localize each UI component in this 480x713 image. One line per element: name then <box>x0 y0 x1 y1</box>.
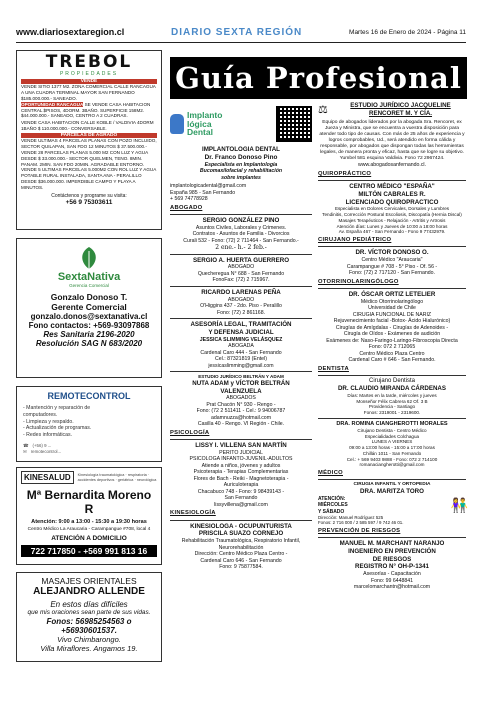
header-rule <box>16 42 466 43</box>
sextanativa-ad <box>16 238 162 378</box>
medico-days1: ATENCIÓN: <box>318 496 346 503</box>
psicologia-l4: Psicoterapia - Terapias Complementarias <box>193 469 289 476</box>
abogado-5-l1: ABOGADOS <box>226 395 256 402</box>
quiropractico-l3: Masajes Terapéuticos - Relajación - Artritis y Artrosis <box>338 217 446 223</box>
abogado-5-name2: VALENZUELA <box>220 387 262 395</box>
dentista-name2: DRA. ROMINA CIANGHEROTTI MORALES <box>336 420 448 427</box>
kinesalud-logo: KINESALUD <box>21 471 74 484</box>
masajes-title: MASAJES ORIENTALES <box>41 576 137 586</box>
remotecontrol-item: - Redes informáticas. <box>23 432 73 438</box>
medico-days <box>318 496 348 515</box>
masajes-line2: que mis oraciones sean parte de sus vidas. <box>27 609 151 616</box>
abogado-3-l3: Fono: (72) 2 861168. <box>216 309 266 316</box>
implantologia-doctor: Dr. Franco Donoso Pino <box>204 153 278 161</box>
section-quiropractico: QUIROPRÁCTICO <box>318 170 372 177</box>
kinesalud-header <box>21 471 157 484</box>
psicologia-l2: PSICOLOGA INFANTO-JUVENIL-ADULTOS <box>189 456 293 463</box>
otorrino-l3: CIRUGIA FUNCIONAL DE NARIZ <box>352 311 432 318</box>
sextanativa-logo: SextaNativa <box>57 271 121 283</box>
divider <box>170 371 312 372</box>
dentista-title: Cirujano Dentista <box>368 377 416 384</box>
otorrino-l10: Cardenal Caro # 646 - San Fernando. <box>348 357 436 363</box>
abogado-1-l2: Contratos - Asuntos de Familia - Divorcios <box>192 231 290 238</box>
abogado-1-l4: 2 ene.- h.- 2 feb.- <box>215 244 267 252</box>
jacqueline-title1: ESTUDIO JURÍDICO JACQUELINE <box>350 102 451 109</box>
trebol-text-4: VENDE ULTIMAS 4 PARCELAS PLANAS CON POZO INCLUIDO, SECTOR QUILAPAN, SAN FDO 12 MINUTOS $ 37.500.000.- <box>21 138 157 149</box>
quiropractico-l2: Tendinitis, Corrección Postural Escoliosis, Discopatía (Hernia Discal) <box>322 212 462 218</box>
otorrino-l9: Centro Médico Plaza Centro <box>359 350 425 357</box>
kinesalud-note: ATENCIÓN A DOMICILIO <box>51 535 127 542</box>
implantologia-header <box>170 102 312 146</box>
trebol-text-1: VENDE SITIO 1377 M2. ZONA COMERCIAL CALLE RANCAGUA A UNA CUADRA TERMINAL MAYOR SAN FERNANDO $185.000.000.- SANEADO. <box>21 84 156 101</box>
psicologia-l8: San Fernando <box>224 495 258 502</box>
trebol-logo: TREBOL <box>45 52 133 72</box>
pediatrico-l3: Fono: (72) 2 717120 - San Fernando. <box>349 270 435 277</box>
trebol-ad <box>16 50 162 230</box>
abogado-5-title: ESTUDIO JURÍDICO BELTRÁN Y ADAM <box>198 374 284 380</box>
abogado-5-l5: Casilla 40 - Rengo. VI Región - Chile. <box>197 421 285 428</box>
divider <box>318 375 466 376</box>
otorrino-l6: Cirugía de Oídos - Exámenes de audición <box>343 331 441 337</box>
otorrino-name: DR. ÓSCAR ORTIZ LETELIER <box>348 290 436 298</box>
section-pediatrico: CIRUJANO PEDIÁTRICO <box>318 237 392 244</box>
kinesalud-ad <box>16 467 162 565</box>
trebol-text-6: VENDE 5 ULTIMAS PARCELAS 5.000M2 CON ROL LUZ Y AGUA POTABLE RURAL INSTALADA, SANTA ANA - PERALILLO DESDE $36.000.000. IMPERDIBLE CAMPO Y PLAYA A MINUTOS. <box>21 167 157 190</box>
quiropractico-l1: Especialista en Dolores Cervicales, Dorsales y Lumbres <box>334 206 450 212</box>
otorrino-l8: Fono: 072 2 712065 <box>368 344 416 350</box>
kinesiologia-l1: Rehabilitación Traumatológica, Respiratorio Infantil, <box>181 538 301 545</box>
page-header <box>16 22 466 42</box>
medico-days2: MIÉRCOLES <box>318 502 348 509</box>
psicologia-l3: Atiende a niños, jóvenes y adultos <box>201 462 281 469</box>
section-abogado: ABOGADO <box>170 204 203 211</box>
kinesiologia-name: PRISCILA SUAZO CORNEJO <box>198 530 284 538</box>
otorrino-l4: Rejuvenecimiento facial -Botox- Ácido Hialurónico) <box>333 318 451 324</box>
remotecontrol-item: - Mantención y reparación de <box>23 405 91 411</box>
riesgos-l2: Fono: 99 6448841 <box>370 577 414 584</box>
implantologia-spec2: Bucomaxilofacial y rehabilitación <box>199 168 283 175</box>
riesgos-l1: Asesorías - Capacitación <box>363 571 421 577</box>
sextanativa-leaf-icon <box>77 245 101 271</box>
jacqueline-web[interactable]: www.abogadosanfernando.cl. <box>357 162 427 169</box>
abogado-5-l2: Prat Chacón N° 930 - Rengo - <box>206 401 276 408</box>
right-column <box>318 102 466 662</box>
dentista-l3: Providencia - Santiago <box>368 404 416 410</box>
jacqueline-body: Equipo de abogados liderados por la abogada Sra. Rencoret, ex Jueza y Ministra, que se encuentra a vuestra disposición para atender todo tipo de causas. Con más de 25 años de experiencia y logros comprobables, Ud., será atendido en forma cálida y responsable, por abogados que dispongan todas las herramientas legales, de manera pronta y eficaz, hasta que se logre su objetivo. Yumbel 581 esquina Valdivia. Fono 72 2967424. <box>319 119 465 162</box>
divider <box>318 288 466 289</box>
abogado-5-name1: NUTA ADAM y VÍCTOR BELTRÁN <box>192 379 290 387</box>
kinesiologia-l4: Cardenal Caro 646 - San Fernando <box>200 557 282 564</box>
kinesalud-hours: Atención: 9:00 a 13:00 - 15:30 a 19:30 horas <box>31 519 147 525</box>
dentista-m6: Cel.: + 569 9403 9888 - Fono: 072 2 714100 <box>346 456 438 462</box>
pediatrico-l1: Centro Médico "Araucaria" <box>361 257 423 264</box>
section-riesgos: PREVENCIÓN DE RIESGOS <box>318 527 401 534</box>
remotecontrol-item: - Limpieza y respaldo. <box>23 418 74 425</box>
remotecontrol-ad <box>16 386 162 462</box>
otorrino-l7: Exámenes de: Naso-Faringo-Laringo-Fibroscopia Directa <box>326 337 458 344</box>
abogado-4-l4[interactable]: jessicaslimming@gmail.com <box>208 362 274 369</box>
sextanativa-role: Gerente Comercial <box>51 302 127 312</box>
qr-code-icon[interactable] <box>276 106 312 142</box>
trebol-logo-sub: PROPIEDADES <box>59 71 119 77</box>
remotecontrol-phone[interactable]: (+56) 9 ... <box>32 442 52 448</box>
quiropractico-title2: LICENCIADO QUIROPRACTICO <box>345 198 439 206</box>
divider <box>318 418 466 419</box>
pediatrico-l2: Carampangue # 708 - 5° Piso - Of. 56 - <box>346 263 438 270</box>
abogado-3-l1: ABOGADO <box>227 296 255 303</box>
sextanativa-res1: Res Sanitaria 2196-2020 <box>43 330 135 339</box>
sextanativa-phone[interactable]: Fono contactos: +569-93097868 <box>28 321 150 330</box>
sextanativa-logo-sub: Gerencia Comercial <box>69 283 109 288</box>
psicologia-l1: PERITO JUDICIAL <box>219 449 263 456</box>
quiropractico-l5: Av. España 467 - San Fernando - Fono 9 77432979. <box>338 229 446 235</box>
abogado-3-l2: O'Higgins 437 - 2do. Piso - Peralillo <box>200 303 282 310</box>
implantologia-phone[interactable]: + 569 74778928 <box>170 196 208 203</box>
tooth-icon <box>170 114 184 134</box>
dentista-l4: Fonos: 2319001 - 2319600. <box>363 410 421 416</box>
medico-days3: Y SÁBADO <box>318 508 345 515</box>
otorrino-l5: Cirugías de Amígdalas - Cirugías de Adenoides - <box>335 324 449 331</box>
site-url[interactable]: www.diariosextaregion.cl <box>16 27 125 37</box>
trebol-text-2 <box>21 102 157 120</box>
medico-l1: Dirección: Manuel Rodríguez 525 <box>318 514 384 520</box>
implantologia-addr: España 985 - San Fernando <box>170 189 236 196</box>
abogado-2-name: SERGIO A. HUERTA GUERRERO <box>192 256 290 264</box>
abogado-2-l2: Quecheregua N° 688 - San Fernando <box>197 270 285 277</box>
abogado-1-l3: Curali 532 - Fono: (72) 2 711464 - San Fernando.- <box>183 237 299 244</box>
divider <box>170 286 312 287</box>
implantologia-spec3: sobre implantes <box>221 174 261 181</box>
quiropractico-title1: CENTRO MÉDICO "ESPAÑA" <box>349 183 435 191</box>
dentista-m5: Chillán 1011 - San Fernando <box>362 450 422 456</box>
abogado-2-l3: FonoFax: (72) 2 715967. <box>212 277 270 284</box>
abogado-5-l4[interactable]: adamnuzza@hotmail.com <box>210 414 272 421</box>
divider <box>318 246 466 247</box>
divider <box>318 479 466 480</box>
kinesalud-phones[interactable]: 722 717850 - +569 991 813 16 <box>21 545 157 557</box>
section-otorrino: OTORRINOLARINGÓLOGO <box>318 278 399 285</box>
guide-title: Guía Profesional <box>170 57 467 99</box>
masajes-address1: Vivo Chimbarongo. <box>57 635 121 644</box>
abogado-4-l3: Cel.: 87321819 (Entel) <box>215 356 267 363</box>
page-date: Martes 16 de Enero de 2024 - Página 11 <box>349 28 466 36</box>
mail-icon: ✉ <box>23 448 27 454</box>
section-psicologia: PSICOLOGÍA <box>170 429 210 436</box>
quiropractico-l4: Atención días: Lunes y Jueves de 10:00 a 18:00 horas <box>336 223 448 229</box>
implantologia-logo-text: Implanto lógica Dental <box>187 109 223 138</box>
remotecontrol-email[interactable]: remotecontrol... <box>30 448 62 454</box>
divider <box>318 180 466 181</box>
abogado-2-l1: ABOGADO <box>227 264 255 271</box>
masajes-line1: En estos días difíciles <box>50 600 128 609</box>
medico-title: CIRUGIA INFANTIL Y ORTOPEDIA <box>353 482 431 488</box>
trebol-text-3: VENDE CASA HABITACION CALLE KOBLE / VALDIVIA 4DORM 1BAÑO $ 110.000.000.- CONVERSABLE. <box>21 120 154 132</box>
trebol-phone[interactable]: +56 9 75303611 <box>65 199 113 207</box>
trebol-text-5: VENDE 28 PARCELAS PLANAS 5.000 M2 CON LUZ Y AGUA DESDE $ 33.000.000.- SECTOR QUELMEN, TENO. 8MIN. PANAM. 2MIN. SAN FDO 20MIN. AGRADABLE ENTORNO. <box>21 149 148 167</box>
trebol-section-vende: VENDE <box>21 79 157 84</box>
kinesalud-tag: Kinesiología traumatológica · respiratoria · accidentes deportivos · geriátrica · neurológica <box>77 472 157 482</box>
kinesiologia-title: KINESIOLOGA - OCUPUNTURISTA <box>190 522 292 530</box>
otorrino-l2: Universidad de Chile <box>368 305 416 311</box>
psicologia-l6: Auriculoterapia <box>223 482 259 489</box>
sextanativa-name: Gonzalo Donoso T. <box>50 292 128 302</box>
publication-name: DIARIO SEXTA REGIÓN <box>171 26 303 38</box>
riesgos-title1: INGENIERO EN PREVENCIÓN <box>348 547 436 555</box>
implantologia-email[interactable]: implantologicadental@gmail.com <box>170 183 247 190</box>
riesgos-name: MANUEL M. MARCHANT NARANJO <box>339 540 445 547</box>
kinesiologia-l2: Neurorehabilitación <box>218 544 264 551</box>
kinesalud-address: Centro Médico La Araucaria - Carampangue #708, local 4 <box>27 527 151 532</box>
trebol-contact: Contáctenos y programe su visita: <box>51 192 127 199</box>
quiropractico-name: MILTÓN CABRALES R. <box>358 190 426 198</box>
divider <box>170 520 312 521</box>
dentista-m7[interactable]: romanaciangherotti@gmail.com <box>359 462 425 468</box>
pediatrico-name: DR. VÍCTOR DONOSO O. <box>355 249 429 257</box>
trebol-section-oportunidad: OPORTUNIDAD RANCAGUA <box>21 101 84 107</box>
psicologia-l9[interactable]: lissyvillena@gmail.com <box>214 501 268 508</box>
children-illustration-icon: 👫 <box>450 496 466 513</box>
implantologia-title: IMPLANTOLOGIA DENTAL <box>202 146 280 153</box>
masajes-name: ALEJANDRO ALLENDE <box>33 586 145 597</box>
masajes-phones[interactable]: Fonos: 56985254563 o +56930601537. <box>46 617 132 635</box>
abogado-1-name: SERGIO GONZÁLEZ PINO <box>202 216 280 224</box>
remotecontrol-item: computadores. <box>23 411 58 418</box>
sextanativa-email[interactable]: gonzalo.donos@sextanativa.cl <box>30 312 148 321</box>
psicologia-name: LISSY I. VILLENA SAN MARTÍN <box>195 442 287 450</box>
abogado-1-l1: Asuntos Civiles, Laborales y Crimenes. <box>195 224 287 231</box>
abogado-4-l1: ABOGADA <box>228 343 254 350</box>
riesgos-title2: DE RIESGOS <box>372 555 412 563</box>
divider <box>170 254 312 255</box>
masajes-address2: Villa Miraflores. Angamos 19. <box>40 644 138 653</box>
trebol-section-parcelas: PARCELAS DE AGRADO <box>21 133 157 138</box>
implantologia-logo <box>170 111 237 138</box>
kinesiologia-l3: Dirección: Centro Médico Plaza Centro - <box>194 551 288 558</box>
abogado-4-title1: ASESORÍA LEGAL, TRAMITACIÓN <box>190 321 292 329</box>
kinesiologia-l5: Fono: 9 75877584. <box>219 564 263 571</box>
kinesalud-name: Mª Bernardita Moreno R <box>26 488 152 516</box>
dentista-m3: LUNES A VIERNES <box>371 439 413 445</box>
divider <box>170 318 312 319</box>
remotecontrol-logo: REMOTECONTROL <box>47 391 131 401</box>
abogado-4-name: JESSICA SLIMMING VELÁSQUEZ <box>199 336 283 343</box>
divider <box>170 439 312 440</box>
jacqueline-title2: RENCORET M. Y CÍA. <box>368 109 433 117</box>
riesgos-title3: REGISTRO N° OH-P-1341 <box>355 563 429 571</box>
sextanativa-res2: Resolución SAG N 683/2020 <box>35 339 143 348</box>
otorrino-l1: Médico Otorrinolaringólogo <box>360 298 424 305</box>
implantologia-spec1: Especialista en Implantología <box>204 161 278 168</box>
riesgos-l3[interactable]: marcelomarchantn@hotmail.com <box>353 584 431 590</box>
jacqueline-header <box>318 102 466 118</box>
medico-name: DRA. MARITZA TORO <box>360 488 424 496</box>
scales-icon: ⚖ <box>318 103 328 116</box>
remotecontrol-items <box>23 405 155 439</box>
medico-l2: Fonos: 2 716 000 / 2 585 597 / 9 742 46 01. <box>318 520 404 526</box>
jacqueline-title <box>335 102 466 118</box>
dentista-m2: Especialidades Colchagua <box>364 433 420 439</box>
dentista-m4: 09:00 a 13:00 horas - 15:00 a 17:00 horas <box>349 445 435 451</box>
abogado-4-l2: Cardenal Caro 444 - San Fernando <box>200 349 282 356</box>
abogado-4-title2: Y DEFENSA JUDICIAL <box>208 328 274 336</box>
medico-row <box>318 496 466 515</box>
section-medico: MÉDICO <box>318 470 343 477</box>
divider <box>170 214 312 215</box>
masajes-ad <box>16 572 162 662</box>
section-dentista: DENTISTA <box>318 365 349 372</box>
trebol-text-2b: SE VENDE CASA HABITACION CENTRAL $PISOS, 4DORM. 3BAÑO. SUPERFICIE 158M2. $44.000.000.- SANEADO, CENTRO A 2 CUADRAS. <box>21 101 151 119</box>
phone-icon: ☎ <box>23 442 29 448</box>
dentista-m1: Cirujano Dentista - Centro Médico <box>357 427 427 433</box>
remotecontrol-item: - Actualización de programas. <box>23 425 92 432</box>
middle-column <box>170 102 312 662</box>
dentista-l1: Días: Martes en la tarde, miércoles y jueves <box>347 392 437 398</box>
psicologia-l5: Flores de Bach - Reiki - Magnetoterapia - <box>193 475 289 482</box>
divider <box>318 537 466 538</box>
dentista-name: DR. CLAUDIO MIRANDA CÁRDENAS <box>337 385 447 393</box>
remotecontrol-email-row <box>23 449 155 455</box>
abogado-3-name: RICARDO LARENAS PEÑA <box>201 288 281 296</box>
psicologia-l7: Chacabuco 748 - Fono: 9 98439143 - <box>197 488 285 495</box>
abogado-5-l3: Fono: (72 2 511411 - Cel.: 9 94006787 <box>196 408 286 415</box>
dentista-l2: Monseñor Félix Cabrera 62 Of. 3 B <box>356 398 428 404</box>
section-kinesiologia: KINESIOLOGÍA <box>170 510 216 517</box>
